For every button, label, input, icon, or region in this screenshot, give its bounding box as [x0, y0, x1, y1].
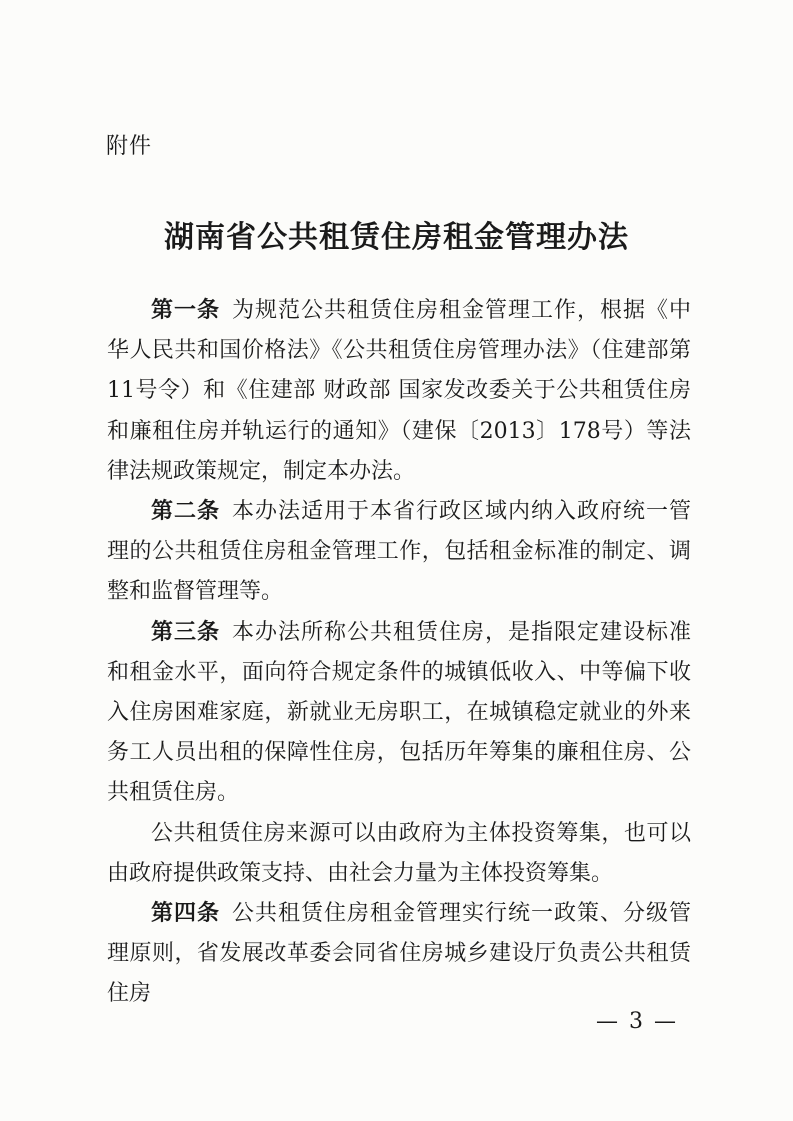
document-title: 湖南省公共租赁住房租金管理办法: [164, 220, 629, 255]
paragraph-text: 本办法所称公共租赁住房，是指限定建设标准和租金水平，面向符合规定条件的城镇低收入、中等偏下收入住房困难家庭，新就业无房职工，在城镇稳定就业的外来务工人员出租的保障性住房，包括历年筹集的廉租住房、公共租赁住房。: [107, 619, 691, 806]
paragraph-text: 公共租赁住房租金管理实行统一政策、分级管理原则，省发展改革委会同省住房城乡建设厅负责公共租赁住房: [107, 901, 691, 1007]
document-body: [107, 291, 691, 1015]
paragraph-article-2: [107, 492, 691, 613]
paragraph-article-4: [107, 894, 691, 1015]
paragraph-text: 公共租赁住房来源可以由政府为主体投资筹集，也可以由政府提供政策支持、由社会力量为主体投资筹集。: [107, 820, 691, 886]
page-number: — 3 —: [596, 1009, 678, 1034]
attachment-label: 附件: [106, 134, 153, 159]
article-heading: 第三条: [151, 619, 220, 645]
article-heading: 第二条: [151, 499, 220, 525]
paragraph-article-1: [107, 291, 691, 492]
article-heading: 第四条: [151, 901, 220, 927]
article-heading: 第一条: [151, 298, 220, 323]
paragraph-text: 本办法适用于本省行政区域内纳入政府统一管理的公共租赁住房租金管理工作，包括租金标准的制定、调整和监督管理等。: [107, 499, 691, 605]
paragraph-text: 为规范公共租赁住房租金管理工作，根据《中华人民共和国价格法》《公共租赁住房管理办法》（住建部第11号令）和《住建部 财政部 国家发改委关于公共租赁住房和廉租住房并轨运行的通知》（建保〔2013〕178号）等法律法规政策规定，制定本办法。: [107, 298, 691, 484]
paragraph-article-3: [107, 613, 691, 814]
paragraph-article-3-continued: [107, 814, 691, 894]
